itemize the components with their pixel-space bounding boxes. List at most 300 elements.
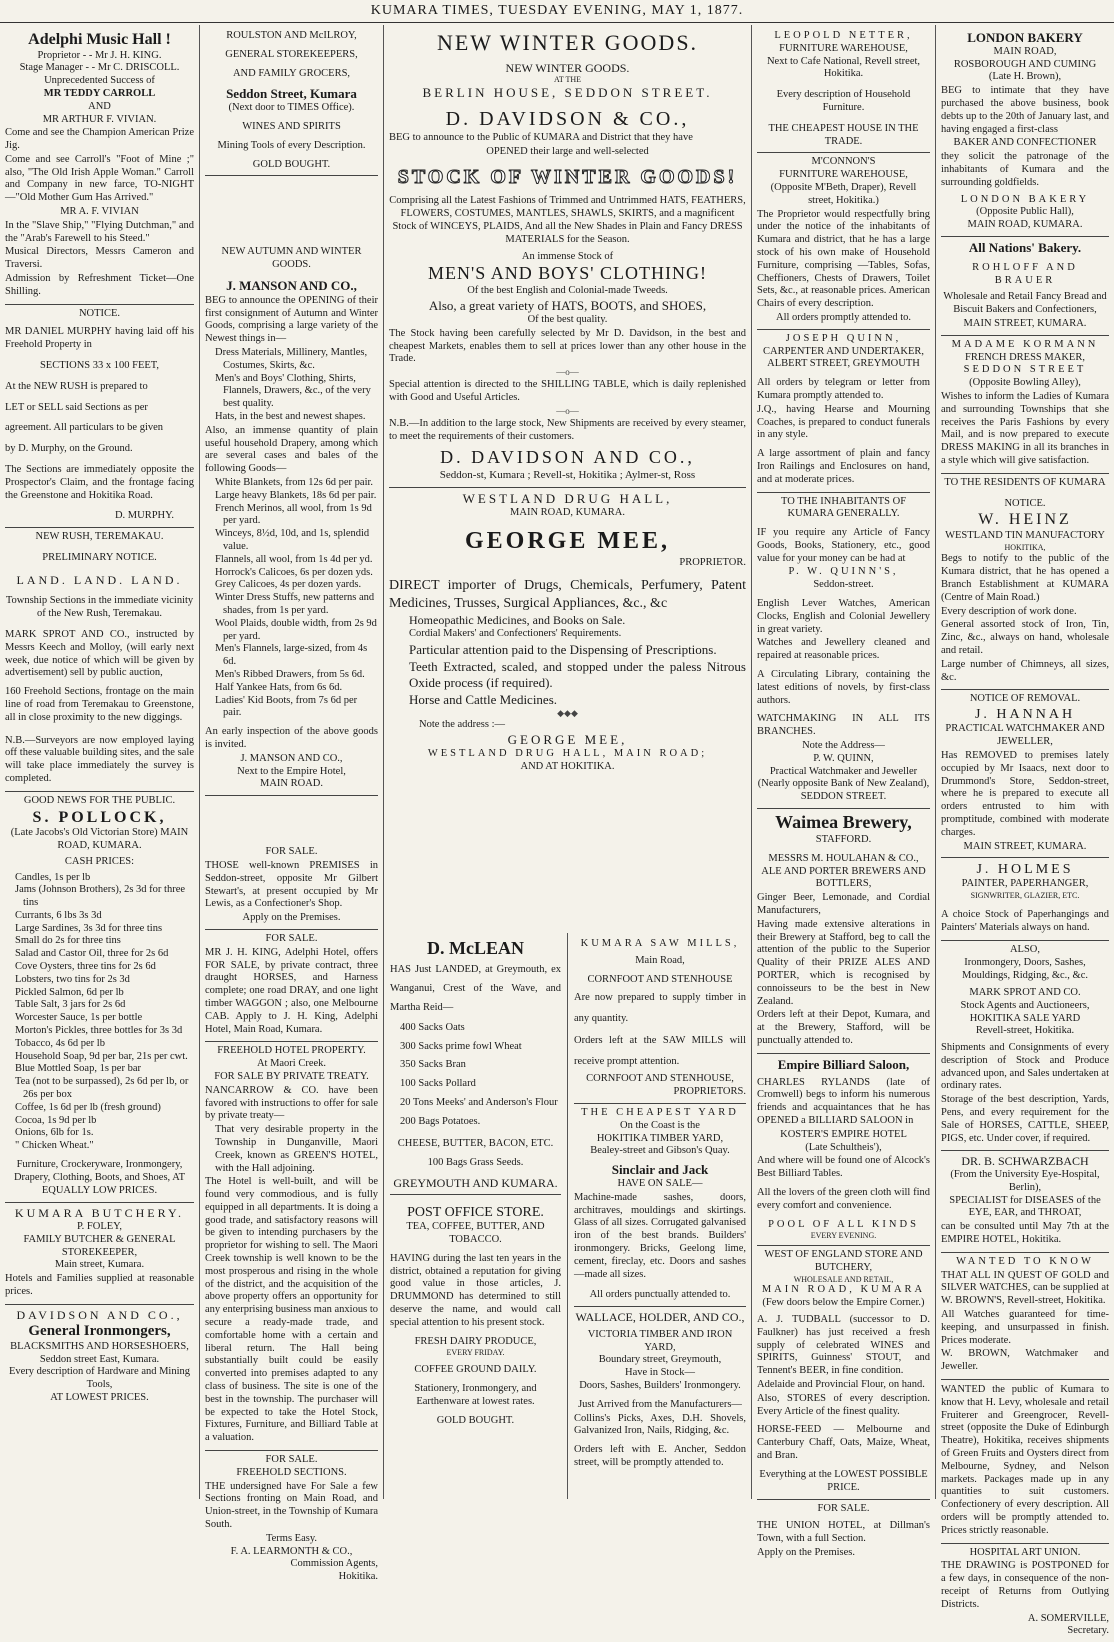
notice-title: NOTICE. [78,307,121,319]
westeng-text: A. J. TUDBALL (successor to D. Faulkner) has just received a fresh supply of celebrated WINES and SPIRITS, Guinness' STOUT, and Tennent's BEER, in fine condition. [757,1314,930,1377]
pollock-price-list [5,872,194,1154]
pollock-ad [5,792,194,1204]
davidson-iron-line: Seddon street East, Kumara. [39,1353,160,1365]
kormann-name: MADAME KORMANN [951,338,1099,350]
price-item: Lobsters, two tins for 2s 3d [15,973,130,985]
saw-orders: Orders left at the SAW MILLS will receive prompt attention. [574,1035,746,1068]
price-item: Pickled Salmon, 6d per lb [15,986,124,998]
adelphi-line: Musical Directors, Messrs Cameron and Traversi. [5,246,194,271]
forsale-sig: Hokitika. [338,1571,378,1583]
billiard-hotel: KOSTER'S EMPIRE HOTEL [780,1128,907,1140]
brewery-text: Orders left at their Depot, Kumara, and at the Brewery, Stafford, will be punctually attended to. [757,1009,930,1046]
rush-line: N.B.—Surveyors are now employed laying off these valuable building sites, and the sale will take place immediately the survey is completed. [5,734,194,784]
adelphi-ad [5,27,194,305]
drug-line: Teeth Extracted, scaled, and stopped under the paless Nitrous Oxide process (if required). [409,658,746,690]
manson-good: Flannels, all wool, from 1s 4d per yd. [215,553,373,565]
wanted-text: WANTED the public of Kumara to know that H. Levy, wholesale and retail Fruiterer and Greengrocer, Revell-street (opposite the Duke of Edinburgh Theatre), Hokitika, receives shipments of Green Fruits and Oysters direct from Melbourne, Sydney, and Nelson markets. Packages made up in any quantities to suit customers. Confectionery of every description. All orders will be promptly attended to. Prices strictly reasonable. [941,1384,1109,1536]
drug-line: Particular attention paid to the Dispensing of Prescriptions. [409,642,717,657]
mclean-item: 200 Bags Potatoes. [400,1116,481,1128]
netter-desc: Every description of Household Furniture. [776,89,911,113]
mclean-items [390,1019,561,1132]
rush-line: Township Sections in the immediate vicinity of the New Rush, Teremakau. [5,595,194,620]
drug-line: Cordial Makers' and Confectioners' Requirements. [409,628,622,640]
drug-line: Horse and Cattle Medicines. [409,691,558,707]
winter-nb: N.B.—In addition to the large stock, New Shipments are received by every steamer, to meet the requirements of their customers. [389,417,746,442]
saw-name: CORNFOOT AND STENHOUSE [587,973,733,985]
nations-name: ROHLOFF AND BRAUER [972,261,1078,286]
yard-name: HOKITIKA TIMBER YARD, [596,1132,724,1144]
saw-title: KUMARA SAW MILLS, [580,938,740,949]
notice-line: SECTIONS 33 x 100 FEET, [39,360,160,372]
post-coffee: COFFEE GROUND DAILY. [414,1364,537,1376]
murphy-notice [5,305,194,529]
hannah-text: Has REMOVED to premises lately occupied by Mr Isaacs, next door to Drummond's Store, Seddon-street, where he is prepared to execute all orders entrusted to him with promptitude, combined with moderate charges. [941,749,1109,838]
adelphi-line: MR ARTHUR F. VIVIAN. [42,113,157,125]
sprot-text: Ironmongery, Doors, Sashes, Mouldings, Ridging, &c., &c. [962,957,1088,982]
freehold-text: NANCARROW & CO. have been favored with instructions to offer for sale by private treaty— [205,1084,378,1122]
hannah-street: MAIN STREET, KUMARA. [963,840,1087,852]
post-sub: TEA, COFFEE, BUTTER, AND TOBACCO. [406,1221,545,1246]
butchery-ad [5,1203,194,1304]
adelphi-line: MR A. F. VIVIAN [60,206,139,218]
manson-good: French Merinos, all wool, from 1s 9d per yard. [215,502,372,527]
mclean-item: 100 Sacks Pollard [400,1078,476,1090]
yard-sj: Sinclair and Jack [611,1162,709,1178]
pollock-title: GOOD NEWS FOR THE PUBLIC. [23,794,176,806]
bakery-text: they solicit the patronage of the inhabitants of Kumara and the surrounding goldfields. [941,151,1109,188]
pollock-prices: CASH PRICES: [64,855,135,867]
billiard-title: Empire Billiard Saloon, [777,1056,910,1072]
winter-quality: Of the best quality. [527,314,608,326]
quinn-text: J.Q., having Hearse and Mourning Coaches, is prepared to conduct funerals in any style. [757,403,930,441]
column-5 [936,25,1114,1637]
forsale-apply: Apply on the Premises. [242,912,341,924]
forsale-title: FOR SALE. [265,846,318,858]
manson-good: Ladies' Kid Boots, from 7s 6d per pair. [215,694,358,719]
drug-note: Note the address :— [419,719,506,731]
manson-good: Winter Dress Stuffs, new patterns and shades, from 1s per yard. [215,592,375,617]
mclean-text: HAS Just LANDED, at Greymouth, ex Wanganui, Crest of the Wave, and Martha Reid— [390,963,561,1013]
butchery-line: Hotels and Families supplied at reasonable prices. [5,1273,194,1298]
wallace-items: Doors, Sashes, Builders' Ironmongery. [579,1380,741,1392]
brewery-text: Having made extensive alterations in their Brewery at Stafford, beg to call the attention of the public to the Superior Quality of their PRIZE ALES AND PORTER, which is recognised by connoisseurs to be the best in New Zealand. [757,918,930,1007]
pollock-sub: (Late Jacobs's Old Victorian Store) MAIN ROAD, KUMARA. [10,827,189,851]
netter-sub: FURNITURE WAREHOUSE, [779,42,908,54]
mconnon-ad [757,153,930,329]
pwquinn-text: Note the Address— [802,740,885,752]
sprot-name: MARK SPROT AND CO. [969,986,1081,998]
manson-sig: Next to the Empire Hotel, [237,765,346,777]
winter-name2: D. DAVIDSON AND CO., [440,447,695,468]
forsale-sections-ad [205,1451,378,1588]
price-item: " Chicken Wheat." [15,1140,94,1152]
nations-title: All Nations' Bakery. [968,240,1082,256]
bakery-title2: LONDON BAKERY [960,193,1090,205]
forsale-sig: Commission Agents, [290,1558,378,1570]
west-england-ad [757,1246,930,1500]
roulston-street: Seddon Street, Kumara [226,86,357,102]
nations-text: Wholesale and Retail Fancy Bread and Biscuit Bakers and Confectioners, [943,291,1107,316]
wallace-sub: VICTORIA TIMBER AND IRON YARD, [587,1328,733,1353]
winter-comprising: Comprising all the Latest Fashions of Trimmed and Untrimmed HATS, FEATHERS, FLOWERS, COSTUMES, MANTLES, SHAWLS, SKIRTS, and a magnificent Stock of WINCEYS, PLAIDS, And all the New Shades in Plain and Fancy DRESS MATERIALS for the Season. [389,195,746,245]
wanted-text: All Watches guaranteed for time-keeping, and unsurpassed in finish. Prices moderate. [941,1309,1109,1346]
pwquinn-text: IF you require any Article of Fancy Goods, Books, Stationery, etc., good value for your money can be had at [757,527,930,564]
forsale-sig: F. A. LEARMONTH & CO., [230,1545,353,1557]
roulston-line: AND FAMILY GROCERS, [232,67,351,79]
winter-immense: An immense Stock of [521,250,614,262]
manson-middle: Also, an immense quantity of plain useful household Drapery, among which are several cases and bales of the following Goods— [205,424,378,475]
pwquinn-text: Watches and Jewellery cleaned and repaired at reasonable prices. [757,637,930,662]
roulston-gold: GOLD BOUGHT. [252,158,331,170]
heinz-title: TO THE RESIDENTS OF KUMARA [944,476,1106,488]
wanted-text: THAT ALL IN QUEST OF GOLD and SILVER WATCHES, can be supplied at W. BROWN'S, Revell-street, Hokitika. [941,1269,1109,1307]
pollock-name: S. POLLOCK, [32,808,167,826]
manson-ad [205,176,378,796]
drug-prop: PROPRIETOR. [679,556,746,568]
freehold-text: The Hotel is well-built, and will be found very commodious, and is fully equipped in all departments. It is doing a good trade, and satisfactory reasons will be given to intending purchasers by the proprietor for wishing to sell. The Maori Creek township is well known to be the most prosperous and rising in the whole of the district, and the acquisition of the above property offers an opportunity for any enterprising business man anxious to secure a ready-made trade, and comfortable home with a certain and liberal return. The Hall being substantially built could be easily converted into premises adapted to any class of business. The site is one of the best in the township. The purchaser will be expected to take the Hotel Stock, Fixtures, Furniture, and Billiard Table at a valuation. [205,1176,378,1444]
price-item: Household Soap, 9d per bar, 21s per cwt. [15,1050,188,1062]
forsale-text: THE undersigned have For Sale a few Sections fronting on Main Road, and Union-street, in the Township of Kumara South. [205,1480,378,1531]
price-item: Onions, 6lb for 1s. [15,1127,94,1139]
freehold-text: That very desirable property in the Township in Dunganville, Maori Creek, known as GREEN'S HOTEL, with the Hall adjoining. [215,1124,378,1174]
saw-sub: Main Road, [635,954,685,966]
manson-good: Horrock's Calicoes, 6s per dozen yds. [215,566,373,578]
holmes-text: A choice Stock of Paperhangings and Painters' Materials always on hand. [941,908,1109,933]
roulston-wines: WINES AND SPIRITS [242,121,341,133]
column-3-sub-left [384,933,568,1499]
mclean-item: 400 Sacks Oats [400,1021,465,1033]
price-item: Salad and Castor Oil, three for 2s 6d [15,948,169,960]
sprot-sub: Stock Agents and Auctioneers, [960,999,1090,1011]
doctor-text: can be consulted until May 7th at the EMPIRE HOTEL, Hokitika. [941,1221,1109,1246]
wanted-levy-ad [941,1380,1109,1544]
kormann-street: SEDDON STREET [963,364,1087,376]
post-office-ad [390,1195,561,1431]
mclean-place: GREYMOUTH AND KUMARA. [393,1175,558,1190]
notice-line: agreement. All particulars to be given [5,422,164,434]
pwquinn-text: English Lever Watches, American Clocks, English and Colonial Jewellery in great variety. [757,598,930,635]
art-sig: A. SOMERVILLE, [1027,1612,1109,1624]
winter-beg: BEG to announce to the Public of KUMARA and District that they have [389,132,693,144]
art-sig: Secretary. [1067,1625,1109,1637]
wallace-title: WALLACE, HOLDER, AND CO., [575,1310,745,1325]
bakery-text: BEG to intimate that they have purchased the above business, book debts up to the 20th of January last, and having engaged a first-class [941,85,1109,135]
pwquinn-sig: P. W. QUINN, [813,752,874,764]
heinz-text: General assorted stock of Iron, Tin, Zinc, &c., always on hand, wholesale and retail. [941,619,1109,657]
manson-good: Men's Ribbed Drawers, from 5s 6d. [215,669,365,680]
holmes-sub: PAINTER, PAPERHANGER, [961,878,1089,890]
winter-opened: OPENED their large and well-selected [486,146,649,158]
wallace-addr: Boundary street, Greymouth, [598,1354,722,1366]
sprot-also: ALSO, [1009,943,1041,955]
adelphi-line: In the "Slave Ship," "Flying Dutchman," and the "Arab's Farewell to his Steed." [5,219,194,244]
price-item: Coffee, 1s 6d per lb (fresh ground) [15,1101,161,1113]
union-apply: Apply on the Premises. [757,1546,855,1558]
post-gold: GOLD BOUGHT. [436,1414,515,1426]
divider: —o— [556,405,579,416]
pwquinn-sig: (Nearly opposite Bank of New Zealand), [757,778,930,790]
manson-good: Large heavy Blankets, 18s 6d per pair. [215,489,377,501]
mconnon-name: M'CONNON'S [811,156,876,168]
adelphi-line: MR TEDDY CARROLL [43,87,156,99]
brewery-ad [757,809,930,1054]
quinn-addr: ALBERT STREET, GREYMOUTH [767,358,920,370]
davidson-iron-ad [5,1305,194,1409]
price-item: Tobacco, 4s 6d per lb [15,1037,105,1049]
doctor-spec: SPECIALIST for DISEASES of the EYE, EAR, and THROAT, [949,1194,1101,1219]
pwquinn-sig: Practical Watchmaker and Jeweller [769,765,918,777]
winter-sub: AT THE [553,75,582,85]
roulston-mining: Mining Tools of every Description. [217,139,366,151]
price-item: Table Salt, 3 jars for 2s 6d [15,999,126,1011]
winter-selected: The Stock having been carefully selected by Mr D. Davidson, in the best and cheapest Markets, enables them to sell at prices lower than any other house in the Trade. [389,327,746,365]
price-item: Worcester Sauce, 1s per bottle [15,1012,143,1024]
drug-n2: WESTLAND DRUG HALL, MAIN ROAD; [427,748,708,760]
mclean-ad [390,935,561,1195]
drug-name: GEORGE MEE, [464,528,671,555]
billiard-late: (Late Schultheis'), [805,1141,882,1153]
bakery-late: (Late H. Brown), [988,71,1062,83]
winter-title: NEW WINTER GOODS. [436,30,699,55]
wallace-arrived: Just Arrived from the Manufacturers— [578,1398,742,1410]
holmes-name: J. HOLMES [976,862,1074,878]
art-title: HOSPITAL ART UNION. [969,1546,1081,1558]
mclean-item: 300 Sacks prime fowl Wheat [400,1040,522,1052]
pwquinn-sig: SEDDON STREET. [800,791,887,803]
wallace-list: Collins's Picks, Axes, D.H. Shovels, Galvanized Iron, Nails, Ridging, &c. [574,1412,746,1437]
doctor-from: (From the University Eye-Hospital, Berlin), [950,1169,1100,1193]
manson-top: NEW AUTUMN AND WINTER GOODS. [221,246,362,271]
manson-item: Men's and Boys' Clothing, Shirts, Flannels, Drawers, &c., of the very best quality. [215,372,371,410]
bakery-title: LONDON BAKERY [967,30,1083,45]
winter-mens: MEN'S AND BOYS' CLOTHING! [428,263,707,284]
saw-sig: PROPRIETORS. [673,1086,746,1098]
bakery-baker: BAKER AND CONFECTIONER [953,137,1097,149]
mconnon-addr: (Opposite M'Beth, Draper), Revell street, Hokitika.) [770,181,917,206]
drug-hall-ad [389,488,746,778]
divider: ◆◆◆ [557,708,578,719]
wallace-orders: Orders left with E. Ancher, Seddon street, will be promptly attended to. [574,1444,746,1468]
westeng-title: WEST OF ENGLAND STORE AND BUTCHERY, [764,1249,923,1273]
price-item: Small do 2s for three tins [15,935,121,947]
saw-text: Are now prepared to supply timber in any quantity. [574,992,746,1025]
manson-good: Wool Plaids, double width, from 2s 9d per yard. [215,617,377,642]
heinz-name: W. HEINZ [978,511,1072,529]
drug-line: DIRECT importer of Drugs, Chemicals, Perfumery, Patent Medicines, Trusses, Surgical Appliances, &c., &c [389,578,746,611]
wallace-ad [574,1307,746,1475]
winter-tweeds: Of the best English and Colonial-made Tweeds. [467,285,668,297]
notice-line: MR DANIEL MURPHY having laid off his Freehold Property in [5,326,194,351]
mconnon-orders: All orders promptly attended to. [775,311,911,323]
mclean-item: 20 Tons Meeks' and Anderson's Flour [400,1097,558,1109]
davidson-iron-line: Every description of Hardware and Mining Tools, [8,1366,191,1391]
adelphi-line: Proprietor - - Mr J. H. KING. [37,49,162,61]
pwquinn-name: P. W. QUINN'S, [788,566,899,578]
price-item: Candles, 1s per lb [15,871,91,883]
bakery-opp: (Opposite Public Hall), [976,206,1074,218]
london-bakery-ad [941,27,1109,237]
roulston-sub: (Next door to TIMES Office). [228,102,355,114]
all-nations-ad [941,237,1109,336]
drug-n3: AND AT HOKITIKA. [520,760,615,772]
westeng-text: Also, STORES of every description. Every Article of the finest quality. [757,1392,930,1417]
price-item: Cocoa, 1s 9d per lb [15,1114,97,1126]
davidson-iron-title: DAVIDSON AND CO., [16,1307,183,1322]
billiard-text: All the lovers of the green cloth will find every comfort and convenience. [757,1186,930,1211]
davidson-iron-sub: General Ironmongers, [28,1323,171,1340]
billiard-text: CHARLES RYLANDS (late of Cromwell) begs to inform his numerous friends and acquaintances that he has OPENED a BILLIARD SALOON in [757,1076,930,1126]
adelphi-line: Unprecedented Success of [44,75,155,87]
adelphi-title: Adelphi Music Hall ! [28,31,171,48]
davidson-winter-ad [389,27,746,488]
mconnon-text: The Proprietor would respectfully bring under the notice of the inhabitants of Kumara and district, that he has a large stock of his own make of Household Furniture, comprising —Tables, Sofas, Cheffioners, Chests of Drawers, Toilet Sets, &c., at reasonable prices. American Chairs of every description. [757,208,930,310]
yard-text: Machine-made sashes, doors, architraves, mouldings and skirtings. Glass of all sizes. Corrugated galvanised iron of the best brands. Builders' ironmongery. Bricks, Geelong lime, cement, fireclay, etc. Doors and sashes—made all sizes. [574,1191,746,1280]
manson-good: Men's Flannels, large-sized, from 4s 6d. [215,643,368,668]
doctor-name: DR. B. SCHWARZBACH [961,1154,1089,1169]
doctor-ad [941,1151,1109,1252]
brewery-text: Ginger Beer, Lemonade, and Cordial Manufacturers, [757,892,930,916]
price-item: Currants, 6 lbs 3s 3d [15,909,102,921]
wallace-stock: Have in Stock— [625,1367,695,1379]
billiard-text: And where will be found one of Alcock's Best Billiard Tables. [757,1155,930,1180]
freehold-hotel-ad [205,1042,378,1451]
art-text: THE DRAWING is POSTPONED for a few days, in consequence of the non-receipt of Returns from Outlying Districts. [941,1560,1109,1610]
rush-sub: PRELIMINARY NOTICE. [42,552,157,564]
adelphi-line: Stage Manager - - Mr C. DRISCOLL. [19,62,180,74]
butchery-title: KUMARA BUTCHERY. [14,1206,185,1221]
forsale-premises-ad [205,796,378,930]
post-friday: EVERY FRIDAY. [446,1348,505,1358]
yard-sub: On the Coast is the [620,1119,700,1131]
saw-mills-ad [574,935,746,1104]
winter-also: Also, a great variety of HATS, BOOTS, and SHOES, [428,298,707,314]
freehold-sub: At Maori Creek. [256,1058,327,1070]
brewery-title: Waimea Brewery, [775,812,912,833]
yard-orders: All orders punctually attended to. [589,1289,731,1301]
manson-goods [205,477,378,720]
pollock-footer: Furniture, Crockeryware, Ironmongery, Drapery, Clothing, Boots, and Shoes, AT EQUALLY LOW PRICES. [13,1159,186,1196]
heinz-ad [941,474,1109,691]
notice-signature: D. MURPHY. [114,510,174,522]
wanted-brown-ad [941,1253,1109,1380]
adelphi-line: Come and see Carroll's "Foot of Mine ;" also, "The Old Irish Apple Woman." Carroll and Company in new farce, TO-NIGHT—"Old Mother Gum Has Arrived." [5,153,194,204]
manson-sig: MAIN ROAD. [260,778,323,790]
new-rush-ad [5,528,194,792]
notice-line: The Sections are immediately opposite the Prospector's Claim, and the frontage facing the Greenstone and Hokitika Road. [5,464,194,501]
forsale-title: FOR SALE. [265,932,318,944]
quinn-name: JOSEPH QUINN, [785,332,902,344]
winter-sub: BERLIN HOUSE, SEDDON STREET. [422,85,713,101]
mclean-grass: 100 Bags Grass Seeds. [427,1156,524,1168]
manson-good: Grey Calicoes, 4s per dozen yards. [215,579,362,591]
union-text: THE UNION HOTEL, at Dillman's Town, with a full Section. [757,1520,930,1544]
column-1 [0,25,200,1499]
quinn-text: All orders by telegram or letter from Kumara promptly attended to. [757,377,930,401]
hannah-name: J. HANNAH [974,707,1076,723]
quinn-sub: CARPENTER AND UNDERTAKER, [763,345,924,357]
adelphi-line: Come and see the Champion American Prize Jig. [5,127,194,152]
notice-line: LET or SELL said Sections as per [5,401,148,413]
drug-title: WESTLAND DRUG HALL, [462,490,673,506]
kormann-text: Wishes to inform the Ladies of Kumara and surrounding Townships that she receives the Paris Fashions by every Mail, and is now prepared to execute DRESS MAKING in all its branches in a style which will give satisfaction. [941,391,1109,467]
winter-addr: Seddon-st, Kumara ; Revell-st, Hokitika ; Aylmer-st, Ross [439,469,696,482]
davidson-iron-line: AT LOWEST PRICES. [50,1391,149,1403]
adelphi-line: AND [88,100,111,112]
sprot-text: Storage of the best description, Yards, Pens, and every requirement for the Sale of HORSES, CATTLE, SHEEP, PIGS, etc. Under cover, if required. [941,1094,1109,1144]
price-item: Morton's Pickles, three bottles for 3s 3d [15,1025,183,1037]
mclean-item: 350 Sacks Bran [400,1059,466,1071]
rush-land: LAND. LAND. LAND. [16,572,183,587]
hannah-title: NOTICE OF REMOVAL. [969,693,1081,705]
yard-addr: Bealey-street and Gibson's Quay. [590,1145,730,1157]
roulston-ad [205,27,378,176]
butchery-line: Main street, Kumara. [54,1259,145,1271]
hannah-ad [941,690,1109,858]
freehold-title: FREEHOLD HOTEL PROPERTY. [217,1045,366,1057]
drug-n1: GEORGE MEE, [507,732,628,748]
kormann-ad [941,336,1109,474]
kormann-sub: FRENCH DRESS MAKER, [965,351,1085,363]
rush-line: MARK SPROT AND CO., instructed by Messrs Keech and Molloy, (will early next week, due notice of which will be given by advertisement) sell by public auction, [5,629,194,679]
freehold-sub2: FOR SALE BY PRIVATE TREATY. [214,1070,369,1082]
westeng-text: HORSE-FEED — Melbourne and Canterbury Chaff, Oats, Maize, Wheat, and Bran. [757,1424,930,1462]
manson-items [205,347,378,424]
forsale-sub: FREEHOLD SECTIONS. [236,1466,347,1478]
mconnon-title: FURNITURE WAREHOUSE, [779,169,908,181]
forsale-terms: Terms Easy. [265,1532,318,1544]
post-dairy: FRESH DAIRY PRODUCE, [414,1335,537,1347]
pwquinn-street: Seddon-street. [813,579,874,591]
pwquinn-text: A Circulating Library, containing the latest editions of novels, by first-class authors. [757,669,930,706]
holmes-sub2: SIGNWRITER, GLAZIER, ETC. [970,891,1080,901]
butchery-line: P. FOLEY, [76,1221,123,1233]
winter-stock: STOCK OF WINTER GOODS! [397,166,738,189]
heinz-notice: NOTICE. [1004,497,1046,509]
page-columns [0,23,1114,1637]
wanted-sig: W. BROWN, Watchmaker and Jeweller. [941,1348,1109,1373]
forsale-title: FOR SALE. [265,1454,318,1466]
holmes-ad [941,858,1109,940]
pwquinn-text: WATCHMAKING IN ALL ITS BRANCHES. [757,713,930,738]
sprot-yard: HOKITIKA SALE YARD [969,1012,1081,1024]
manson-item: Dress Materials, Millinery, Mantles, Costumes, Skirts, &c. [215,347,368,371]
post-title: POST OFFICE STORE. [407,1205,544,1221]
column-3-sub-right [568,933,752,1499]
manson-good: White Blankets, from 12s 6d per pair. [215,477,374,489]
notice-line: At the NEW RUSH is prepared to [5,380,148,392]
manson-good: Winceys, 8½d, 10d, and 1s, splendid value. [215,528,370,553]
heinz-sub: WESTLAND TIN MANUFACTORY [945,529,1105,541]
heinz-text: Begs to notify to the public of the Kumara district, that he has opened a Branch Establishment at KUMARA (Centre of Main Road.) [941,553,1109,603]
quinn-ad [757,330,930,493]
forsale-text: THOSE well-known PREMISES in Seddon-street, opposite Mr Gilbert Stewart's, at present occupied by Mr Lewis, as a Confectioner's Shop. [205,859,378,910]
manson-intro: BEG to announce the OPENING of their first consignment of Autumn and Winter Goods, comprising a large variety of the Newest things in— [205,294,378,345]
westeng-few: (Few doors below the Empire Corner.) [762,1297,925,1309]
price-item: Jams (Johnson Brothers), 2s 3d for three tins [15,884,186,909]
winter-shilling: Special attention is directed to the SHILLING TABLE, which is daily replenished with Good and Useful Articles. [389,379,746,403]
manson-sig: J. MANSON AND CO., [240,752,343,764]
bakery-addr: ROSBOROUGH AND CUMING [953,58,1097,70]
rush-line: 160 Freehold Sections, frontage on the main line of road from Teremakau to Greenstone, all in close proximity to the new diggings. [5,686,194,723]
butchery-line: FAMILY BUTCHER & GENERAL STOREKEEPER, [23,1233,176,1258]
notice-line: by D. Murphy, on the Ground. [5,443,133,455]
netter-cheap: THE CHEAPEST HOUSE IN THE TRADE. [768,122,919,147]
manson-good: Half Yankee Hats, from 6s 6d. [215,681,343,693]
sprot-ad [941,941,1109,1152]
westeng-road: MAIN ROAD, KUMARA [761,1284,926,1296]
billiard-pool: POOL OF ALL KINDS [768,1218,919,1230]
netter-ad [757,27,930,153]
